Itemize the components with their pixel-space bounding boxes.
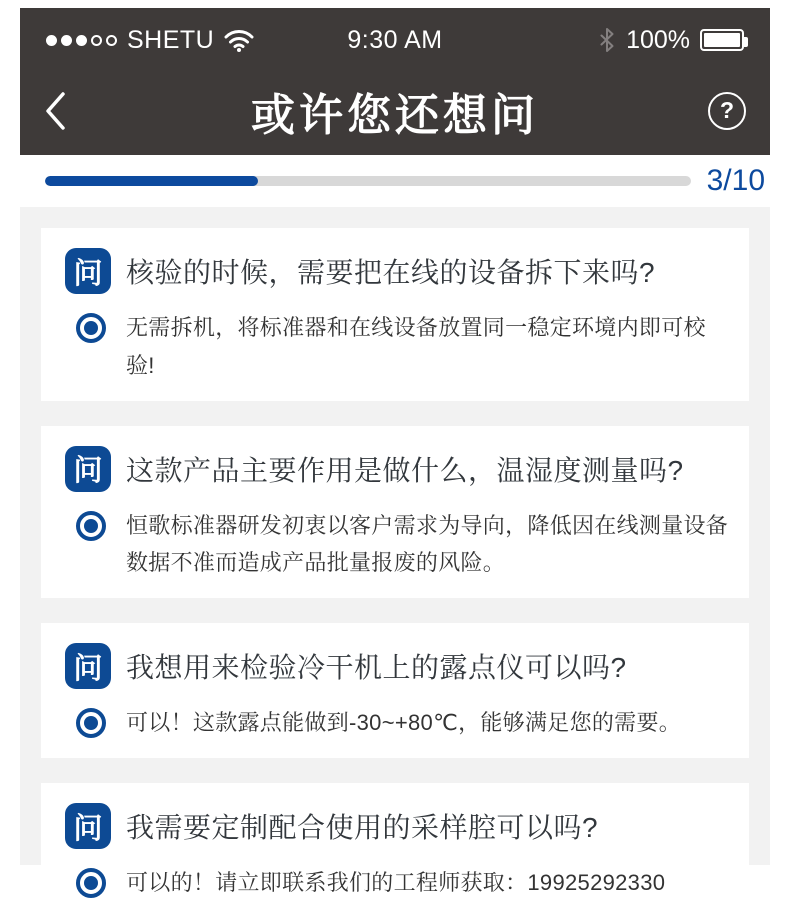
- question-badge: 问: [65, 446, 111, 492]
- carrier-label: SHETU: [127, 25, 215, 54]
- radio-selected-icon[interactable]: [76, 313, 106, 343]
- battery-icon: [700, 29, 744, 51]
- faq-card[interactable]: [41, 228, 749, 401]
- page-title: 或许您还想问: [251, 90, 539, 140]
- faq-card[interactable]: [41, 783, 749, 918]
- question-text: 这款产品主要作用是做什么，温湿度测量吗?: [126, 454, 684, 486]
- battery-percent-label: 100%: [626, 25, 691, 54]
- device-header: [20, 8, 770, 155]
- radio-selected-icon[interactable]: [76, 868, 106, 898]
- progress-fill: [45, 176, 258, 186]
- bluetooth-icon: [600, 28, 614, 52]
- faq-card[interactable]: [41, 623, 749, 758]
- clock: 9:30 AM: [347, 25, 443, 54]
- question-text: 核验的时候，需要把在线的设备拆下来吗?: [126, 257, 656, 288]
- nav-bar: [20, 66, 770, 155]
- question-badge: 问: [65, 643, 111, 689]
- chevron-left-icon: [44, 91, 66, 131]
- question-text: 我需要定制配合使用的采样腔可以吗?: [126, 812, 599, 844]
- answer-text: 可以！这款露点能做到-30~+80℃，能够满足您的需要。: [126, 710, 682, 736]
- progress-section: [20, 155, 770, 207]
- radio-selected-icon[interactable]: [76, 511, 106, 541]
- back-button[interactable]: [44, 89, 84, 133]
- question-mark-icon: ?: [719, 97, 735, 123]
- help-button[interactable]: [708, 92, 746, 130]
- signal-strength-icon: [46, 35, 117, 46]
- radio-selected-icon[interactable]: [76, 708, 106, 738]
- question-badge: 问: [65, 803, 111, 849]
- progress-count-label: 3/10: [706, 164, 765, 197]
- progress-bar: [45, 176, 691, 186]
- answer-text: 可以的！请立即联系我们的工程师获取：19925292330: [126, 870, 666, 896]
- wifi-icon: [224, 29, 254, 52]
- answer-text: 恒歌标准器研发初衷以客户需求为导向，降低因在线测量设备数据不准而造成产品批量报废的风险。: [126, 512, 729, 576]
- faq-panel: [20, 207, 770, 896]
- question-text: 我想用来检验冷干机上的露点仪可以吗?: [126, 652, 627, 684]
- answer-text: 无需拆机，将标准器和在线设备放置同一稳定环境内即可校验!: [126, 315, 706, 378]
- status-bar: [20, 8, 770, 66]
- faq-card[interactable]: [41, 426, 749, 599]
- question-badge: 问: [65, 248, 111, 294]
